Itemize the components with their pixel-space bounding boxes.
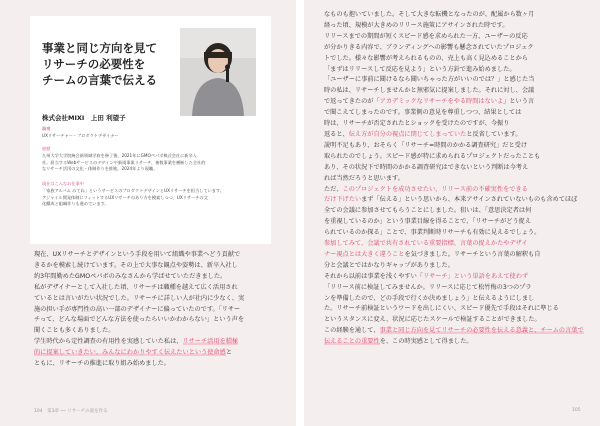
section-line: 九州大学大学院統合新領域学府を修了後、2021年にGMOペパボ株式会社に新卒入 — [42, 153, 197, 158]
body-line: ンを準備したので、どの手段で行くか決めましょう」と伝えるようにしまし — [324, 294, 535, 302]
body-line: 約3年間勤めたGMOペパボのみなさんから学ばせていただきました。 — [34, 272, 227, 280]
pink-highlight: ナー視点とは大きく違うこと — [324, 250, 405, 258]
pink-highlight: 伝えることの重要性 — [324, 338, 380, 346]
section-line: 社。担当するWebサービスのデザインや新規事業リサーチ、複数事業を横断した全社的 — [42, 159, 206, 165]
section-text-current-work — [42, 188, 264, 208]
body-line: この経験を通して、事業と同じ方向を見てリサーチの必要性を伝える意義と、チームの言葉で — [324, 327, 584, 335]
right-page — [304, 0, 600, 426]
body-line: を重視しているのか」という事業目線を得ることで、「リサーチがどう捉え — [324, 218, 532, 226]
body-line: 「ユーザーに事前に聞けるなら聞いちゃった方がいいのでは？」と感じた当 — [324, 76, 535, 84]
pink-highlight: 的に提案していきたい、みんなにわかりやすく伝えたい — [34, 349, 189, 357]
body-line: ているとは言いがたい状況でした。リサーチに詳しい人が社内に少なく、実 — [34, 294, 245, 302]
body-line: 伝えることの重要性を、この時実感として得ました。 — [324, 338, 473, 346]
body-line: リリースまでの期間が短くスピード感を求められた一方、ユーザーの反応 — [324, 32, 528, 40]
body-line: 取られたのでしょう。スピード感が特に求められるプロジェクトだったことも — [324, 152, 541, 160]
body-line: きるかを模索し続けています。その上で大事な観点や姿勢は、新卒入社し — [34, 261, 238, 269]
body-line: 返ると、伝え方が自分の視点に閉じてしまっていたと反省しています。 — [324, 130, 522, 138]
body-line: チって、どんな場面でどんな方法を使ったらいいかわからない」という声を — [34, 316, 245, 324]
body-line: 時の私は、リサーチしませんかと無邪気に提案しました。それに対し、会議 — [324, 87, 535, 95]
body-line: 的に提案していきたい、みんなにわかりやすく伝えたいという使命感と — [34, 349, 232, 357]
body-line: 「リリース前に検証してみませんか。リリースに応じて松竹梅の3つのプラ — [324, 283, 532, 291]
right-body-text — [324, 10, 586, 348]
body-line: 分と会議とではかなりギャップがありました。 — [324, 261, 454, 269]
section-label-role: 職種 — [42, 126, 51, 131]
pink-highlight: アカデミックなリサーチをやる時間はないよ — [379, 98, 504, 106]
pink-highlight: 事業と同じ方向を見てリサーチの必要性を伝える意義と、チームの言葉で — [379, 327, 584, 335]
body-line: 全ての会議に参加させてもらうことにしました。狙いは、「意思決定者は何 — [324, 207, 532, 215]
title-line: リサーチの必要性を — [42, 57, 146, 71]
body-line: で返ってきたのが「アカデミックなリサーチをやる時間はないよ」という言 — [324, 98, 535, 106]
body-line: 説明不足もあり、おそらく「リサーチ=時間のかかる調査研究」だと受け — [324, 141, 528, 149]
page-folio-left: 104 第3章 ── リサーチの波を作る — [34, 409, 108, 414]
body-line: だけ下げたいまず「伝える」という思いから、本来アサインされていないものも含めてほぼ — [324, 196, 578, 204]
author-byline: 株式会社MIXI 上田 利望子 — [42, 114, 126, 122]
article-title — [42, 40, 172, 88]
pink-highlight: 伝え方が自分の視点に閉じてしまっていた — [348, 130, 467, 138]
body-line: 時は、リサーチが否定されたとショックを受けたのですが、今振り — [324, 120, 510, 128]
pink-highlight: リサーチ」という単語をあえて使わず — [423, 272, 529, 280]
pink-highlight: このプロジェクトを成功させたい、リリース前の不確実性をできる — [342, 185, 528, 193]
body-line: トでした。様々な影響が考えられるものの、売上も高く見込めることから — [324, 54, 528, 62]
section-label-current-work: 現在はこんなお仕事中 — [42, 181, 84, 186]
body-line: 施の担い手が専門性の高い一部のデザイナーに偏っていたのです。「リサー — [34, 305, 241, 313]
body-line: それから以前は事業を浅くやすい「リサーチ」という単語をあえて使わず — [324, 272, 529, 280]
gutter — [296, 0, 304, 426]
body-line: 「まずはリリースして反応を見よう」という方針で進み始めました。 — [324, 65, 516, 73]
title-line: チームの言葉で伝える — [42, 73, 157, 87]
title-line: 事業と同じ方向を見て — [42, 41, 157, 55]
pink-highlight: リサーチ活用を積極 — [182, 338, 239, 346]
body-line: れば当然だろうと思います。 — [324, 174, 404, 182]
body-line: というスタンスに変え、状況に応じたスケールで検証することができました。 — [324, 316, 541, 324]
body-line: が分かりきる内容で、ブランディングへの影響も懸念されていたプロジェク — [324, 43, 534, 51]
body-line: 現在、UXリサーチとデザインという手段を用いて組織や事業へどう貢献で — [34, 251, 241, 258]
pink-highlight: という使命感 — [188, 349, 226, 357]
body-line: 私がデザイナーとして入社した頃、リサーチは職種を越えて広く活用され — [34, 283, 238, 291]
section-text-career — [42, 153, 264, 173]
author-photo-illustration — [180, 28, 256, 116]
body-line: 聞くことも多くありました。 — [34, 327, 115, 335]
page-folio-right: 105 — [572, 408, 581, 413]
body-line: あり、その状況下で時間のかかる調査研究はできないという判断は今考え — [324, 163, 529, 171]
body-line: 学生時代から定性調査の有用性を実感していた私は、リサーチ活用を積極 — [34, 338, 239, 346]
body-line: た。リサーチ前検証というワードを出しにくい、スピード優先で手段はそれに準じる — [324, 305, 559, 313]
section-line: 「家族アルバム みてね」というサービスのプロダクトデザインとUXリサーチを担当しています。 — [42, 188, 224, 193]
body-line: ただ、このプロジェクトを成功させたい、リリース前の不確実性をできる — [324, 185, 528, 193]
left-body-text — [34, 250, 274, 370]
author-photo — [180, 28, 256, 116]
body-line: なものも抱いていました。そして大きな転機となったのが、配属から数ヶ月 — [324, 11, 535, 18]
body-line: られているのか探る」ことで、事業判断時リサーチも有効に見えるでしょう。 — [324, 229, 541, 237]
pink-highlight: だけ下げたい — [324, 196, 362, 204]
section-line: なリサーチ活用の文化・体制作りを推進。2024年より現職。 — [42, 166, 158, 172]
section-label-career: 経歴 — [42, 146, 51, 151]
body-line: 経った頃、規模が大きめのリリース施策にアサインされた時です。 — [324, 21, 509, 29]
body-line: で聞こえてしまったのです。事業側の意見を尊重しつつ、結果としては — [324, 109, 522, 117]
section-text-role — [42, 133, 264, 140]
body-line: ともに、リサーチの推進に取り組み始めました。 — [34, 360, 170, 368]
section-line: アジャイル開発体制にフィットするUXリサーチのあり方を模索しつつ、UXリサーチの文 — [42, 194, 208, 200]
section-line: 化醸成と組織作りも進めています。 — [42, 201, 109, 207]
left-page — [0, 0, 296, 426]
section-line: UXリサーチャー・プロダクトデザイナー — [42, 133, 119, 138]
body-line: ナー視点とは大きく違うことを気づきました。リサーチという言葉の解釈も自 — [324, 250, 541, 258]
body-line: 参加してみて、会議で共有されている重要指標、言葉の捉えかたやデザイ — [324, 240, 528, 248]
